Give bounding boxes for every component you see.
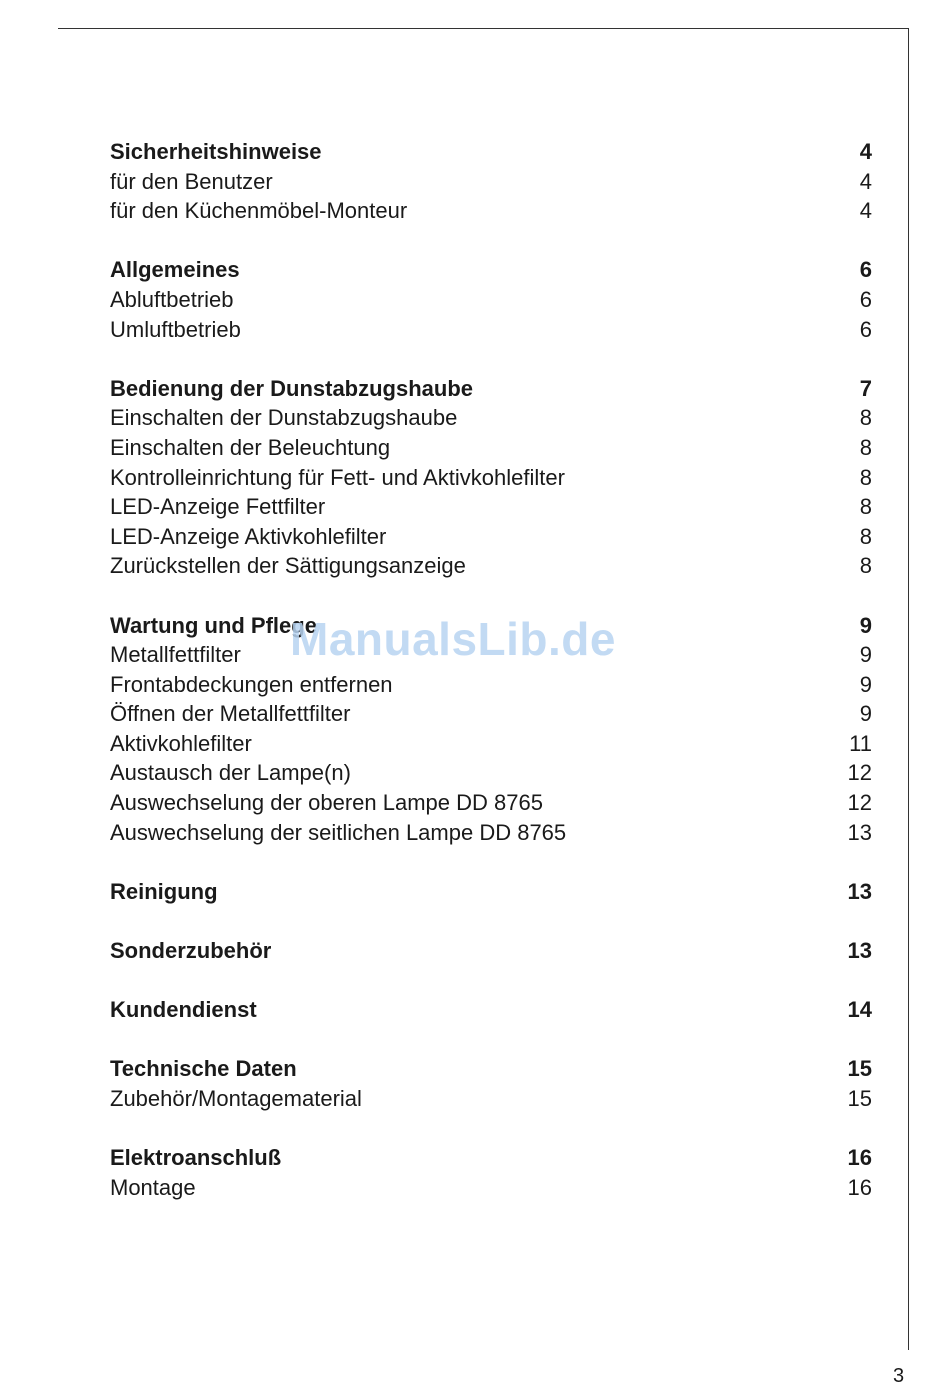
toc-entry-title: Allgemeines [110, 257, 240, 283]
watermark-logo: ManualsLib.de [290, 613, 616, 665]
toc-entry-title: Zurückstellen der Sättigungsanzeige [110, 553, 466, 579]
toc-entry-title: Elektroanschluß [110, 1145, 282, 1171]
toc-entry-title: LED-Anzeige Aktivkohlefilter [110, 523, 387, 549]
toc-entry-page: 13 [847, 878, 872, 904]
toc-row[interactable] [110, 1173, 872, 1203]
toc-row[interactable] [110, 788, 872, 818]
toc-entry-title: Frontabdeckungen entfernen [110, 671, 393, 697]
toc-entry-page: 4 [859, 198, 872, 224]
toc-entry-page: 14 [847, 997, 872, 1023]
toc-row[interactable] [110, 758, 872, 788]
toc-entry-page: 6 [859, 257, 872, 283]
toc-entry-title: Einschalten der Dunstabzugshaube [110, 405, 458, 431]
toc-row[interactable] [110, 877, 872, 907]
toc-entry-title: Abluftbetrieb [110, 286, 234, 312]
toc-entry-title: für den Benutzer [110, 168, 273, 194]
toc-row[interactable] [110, 463, 872, 493]
toc-entry-title: Technische Daten [110, 1056, 297, 1082]
toc-row[interactable] [110, 285, 872, 315]
toc-entry-title: Auswechselung der seitlichen Lampe DD 8765 [110, 819, 567, 845]
toc-entry-title: Öffnen der Metallfettfilter [110, 701, 351, 727]
toc-entry-page: 8 [859, 553, 872, 579]
toc-row[interactable] [110, 699, 872, 729]
toc-entry-title: Kontrolleinrichtung für Fett- und Aktivkohlefilter [110, 464, 565, 490]
toc-entry-page: 9 [859, 701, 872, 727]
page-number: 3 [893, 1365, 905, 1387]
toc-entry-page: 6 [859, 286, 872, 312]
toc-entry-page: 16 [847, 1174, 872, 1200]
toc-entry-page: 13 [847, 938, 872, 964]
toc-row[interactable] [110, 729, 872, 759]
toc-entry-title: Auswechselung der oberen Lampe DD 8765 [110, 790, 543, 816]
top-rule [58, 28, 909, 29]
toc-row[interactable] [110, 374, 872, 404]
toc-row[interactable] [110, 315, 872, 345]
toc-entry-title: Sicherheitshinweise [110, 139, 322, 164]
toc-row[interactable] [110, 551, 872, 581]
toc-entry-title: Kundendienst [110, 997, 257, 1023]
toc-entry-title: LED-Anzeige Fettfilter [110, 494, 326, 520]
toc-row[interactable] [110, 433, 872, 463]
toc-entry-title: Austausch der Lampe(n) [110, 760, 351, 786]
toc-entry-title: Sonderzubehör [110, 938, 272, 964]
toc-entry-page: 4 [859, 168, 872, 194]
toc-entry-page: 16 [847, 1145, 872, 1171]
toc-row[interactable] [110, 137, 872, 167]
toc-entry-title: Metallfettfilter [110, 642, 241, 668]
toc-entry-page: 6 [859, 316, 872, 342]
toc-row[interactable] [110, 403, 872, 433]
toc-row[interactable] [110, 196, 872, 226]
toc-entry-title: Wartung und Pflege [110, 612, 317, 638]
toc-entry-page: 8 [859, 405, 872, 431]
toc-entry-page: 11 [849, 730, 872, 756]
toc-entry-title: Bedienung der Dunstabzugshaube [110, 375, 474, 401]
table-of-contents [110, 137, 872, 1202]
toc-row[interactable] [110, 995, 872, 1025]
right-rule [908, 28, 909, 1350]
toc-row[interactable] [110, 522, 872, 552]
toc-entry-page: 4 [859, 139, 872, 164]
toc-row[interactable] [110, 1084, 872, 1114]
toc-entry-page: 15 [847, 1086, 872, 1111]
toc-entry-title: für den Küchenmöbel-Monteur [110, 198, 408, 224]
toc-entry-page: 9 [859, 642, 872, 668]
toc-entry-title: Zubehör/Montagematerial [110, 1086, 362, 1111]
toc-entry-page: 9 [859, 671, 872, 697]
toc-row[interactable] [110, 167, 872, 197]
toc-row[interactable] [110, 1143, 872, 1173]
toc-entry-title: Reinigung [110, 878, 218, 904]
toc-entry-page: 13 [847, 819, 872, 845]
toc-row[interactable] [110, 818, 872, 848]
toc-entry-page: 8 [859, 494, 872, 520]
toc-entry-page: 7 [859, 375, 872, 401]
toc-entry-title: Montage [110, 1174, 196, 1200]
toc-row[interactable] [110, 670, 872, 700]
toc-row[interactable] [110, 255, 872, 285]
toc-entry-page: 8 [859, 523, 872, 549]
toc-entry-page: 8 [859, 434, 872, 460]
toc-row[interactable] [110, 492, 872, 522]
toc-entry-page: 9 [859, 612, 872, 638]
toc-row[interactable] [110, 1054, 872, 1084]
toc-entry-page: 15 [847, 1056, 872, 1082]
toc-entry-title: Aktivkohlefilter [110, 730, 252, 756]
toc-entry-page: 12 [847, 790, 872, 816]
toc-entry-page: 8 [859, 464, 872, 490]
toc-entry-title: Umluftbetrieb [110, 316, 241, 342]
toc-entry-title: Einschalten der Beleuchtung [110, 434, 391, 460]
toc-row[interactable] [110, 936, 872, 966]
toc-entry-page: 12 [847, 760, 872, 786]
